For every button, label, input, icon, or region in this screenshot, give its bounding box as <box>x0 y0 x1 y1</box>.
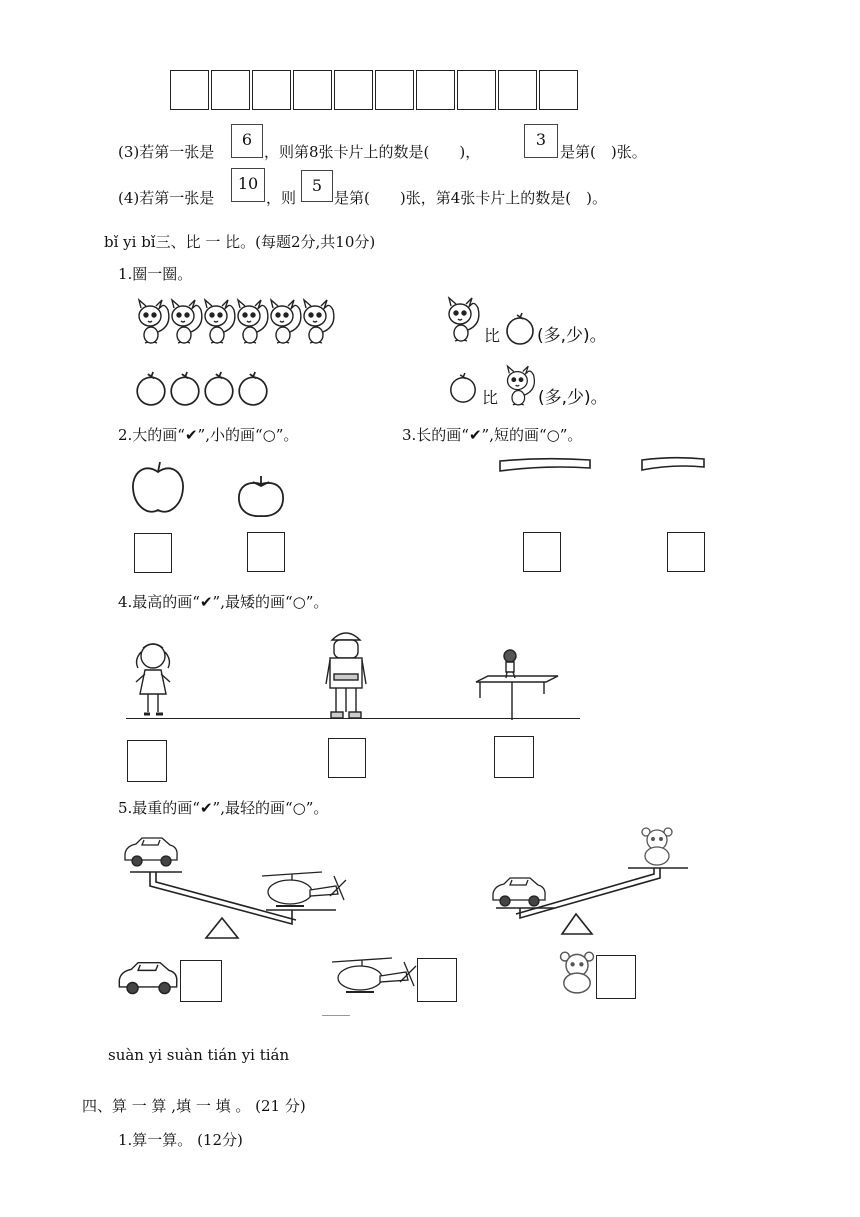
p1-line1-compare: 比 <box>484 326 501 345</box>
p2-label: 2.大的画“✔”,小的画“○”。 <box>118 426 299 444</box>
section4-pinyin: suàn yi suàn tián yi tián <box>108 1046 290 1064</box>
answer-box-worker[interactable] <box>328 738 366 778</box>
top-box[interactable] <box>539 70 578 110</box>
top-box[interactable] <box>252 70 291 110</box>
car-icon <box>490 874 548 908</box>
q41-label: 1.算一算。 (12分) <box>118 1131 243 1149</box>
boy-on-table-icon <box>474 648 560 720</box>
q3-card-2: 3 <box>524 124 558 158</box>
p5-label: 5.最重的画“✔”,最轻的画“○”。 <box>118 799 329 817</box>
q3-prefix: (3)若第一张是 <box>118 143 215 161</box>
section3-heading <box>104 232 375 252</box>
top-box[interactable] <box>293 70 332 110</box>
car-icon <box>116 958 180 996</box>
top-box[interactable] <box>498 70 537 110</box>
helicopter-icon <box>256 866 348 912</box>
answer-box-short-ribbon[interactable] <box>667 532 705 572</box>
girl-icon <box>130 638 176 720</box>
p1-line2-choice[interactable]: (多,少)。 <box>538 388 608 408</box>
top-box[interactable] <box>375 70 414 110</box>
helicopter-icon <box>326 952 418 998</box>
p1-line2-compare: 比 <box>482 388 499 407</box>
q4-card-2: 5 <box>301 170 333 202</box>
squirrel-icon <box>444 296 484 344</box>
orange-icon <box>448 370 478 406</box>
section3-pinyin: bǐ yi bǐ <box>104 233 156 251</box>
ribbon-short-icon <box>640 456 706 476</box>
q4-mid: ，则 <box>266 189 297 207</box>
orange-icon <box>504 312 536 346</box>
top-box[interactable] <box>211 70 250 110</box>
answer-box-tomato[interactable] <box>247 532 285 572</box>
squirrel-icon <box>503 362 539 410</box>
top-box[interactable] <box>334 70 373 110</box>
squirrel-icon <box>299 298 339 346</box>
car-icon <box>122 834 180 868</box>
answer-box-long-ribbon[interactable] <box>523 532 561 572</box>
orange-icon <box>134 370 168 408</box>
ribbon-long-icon <box>498 457 592 477</box>
page-divider <box>322 1015 350 1016</box>
q4-suffix: 是第( )张，第4张卡片上的数是( )。 <box>334 189 607 207</box>
answer-box-apple[interactable] <box>134 533 172 573</box>
q4-prefix: (4)若第一张是 <box>118 189 215 207</box>
section3-title: 三、比 一 比。(每题2分,共10分) <box>155 233 376 251</box>
q3-mid: ，则第8张卡片上的数是( )， <box>264 143 481 161</box>
orange-icon <box>168 370 202 408</box>
section4-title: 四、算 一 算 ,填 一 填 。 (21 分) <box>82 1097 306 1115</box>
q4-card-1: 10 <box>231 168 265 202</box>
q3-card-1: 6 <box>231 124 263 158</box>
p4-label: 4.最高的画“✔”,最矮的画“○”。 <box>118 593 329 611</box>
top-box[interactable] <box>170 70 209 110</box>
worker-icon <box>324 626 368 720</box>
answer-box-car[interactable] <box>180 960 222 1002</box>
p1-label: 1.圈一圈。 <box>118 265 193 283</box>
orange-icon <box>236 370 270 408</box>
p1-line1-choice[interactable]: (多,少)。 <box>537 326 607 346</box>
teddy-bear-icon <box>638 826 676 866</box>
top-box[interactable] <box>416 70 455 110</box>
teddy-bear-icon <box>556 950 598 994</box>
ground-line <box>126 718 580 719</box>
answer-box-boy[interactable] <box>494 736 534 778</box>
q3-suffix: 是第( )张。 <box>560 143 647 161</box>
answer-box-helicopter[interactable] <box>417 958 457 1002</box>
apple-icon <box>130 458 186 516</box>
answer-box-bear[interactable] <box>596 955 636 999</box>
answer-box-girl[interactable] <box>127 740 167 782</box>
tomato-icon <box>236 474 286 518</box>
top-box[interactable] <box>457 70 496 110</box>
p3-label: 3.长的画“✔”,短的画“○”。 <box>402 426 583 444</box>
orange-icon <box>202 370 236 408</box>
